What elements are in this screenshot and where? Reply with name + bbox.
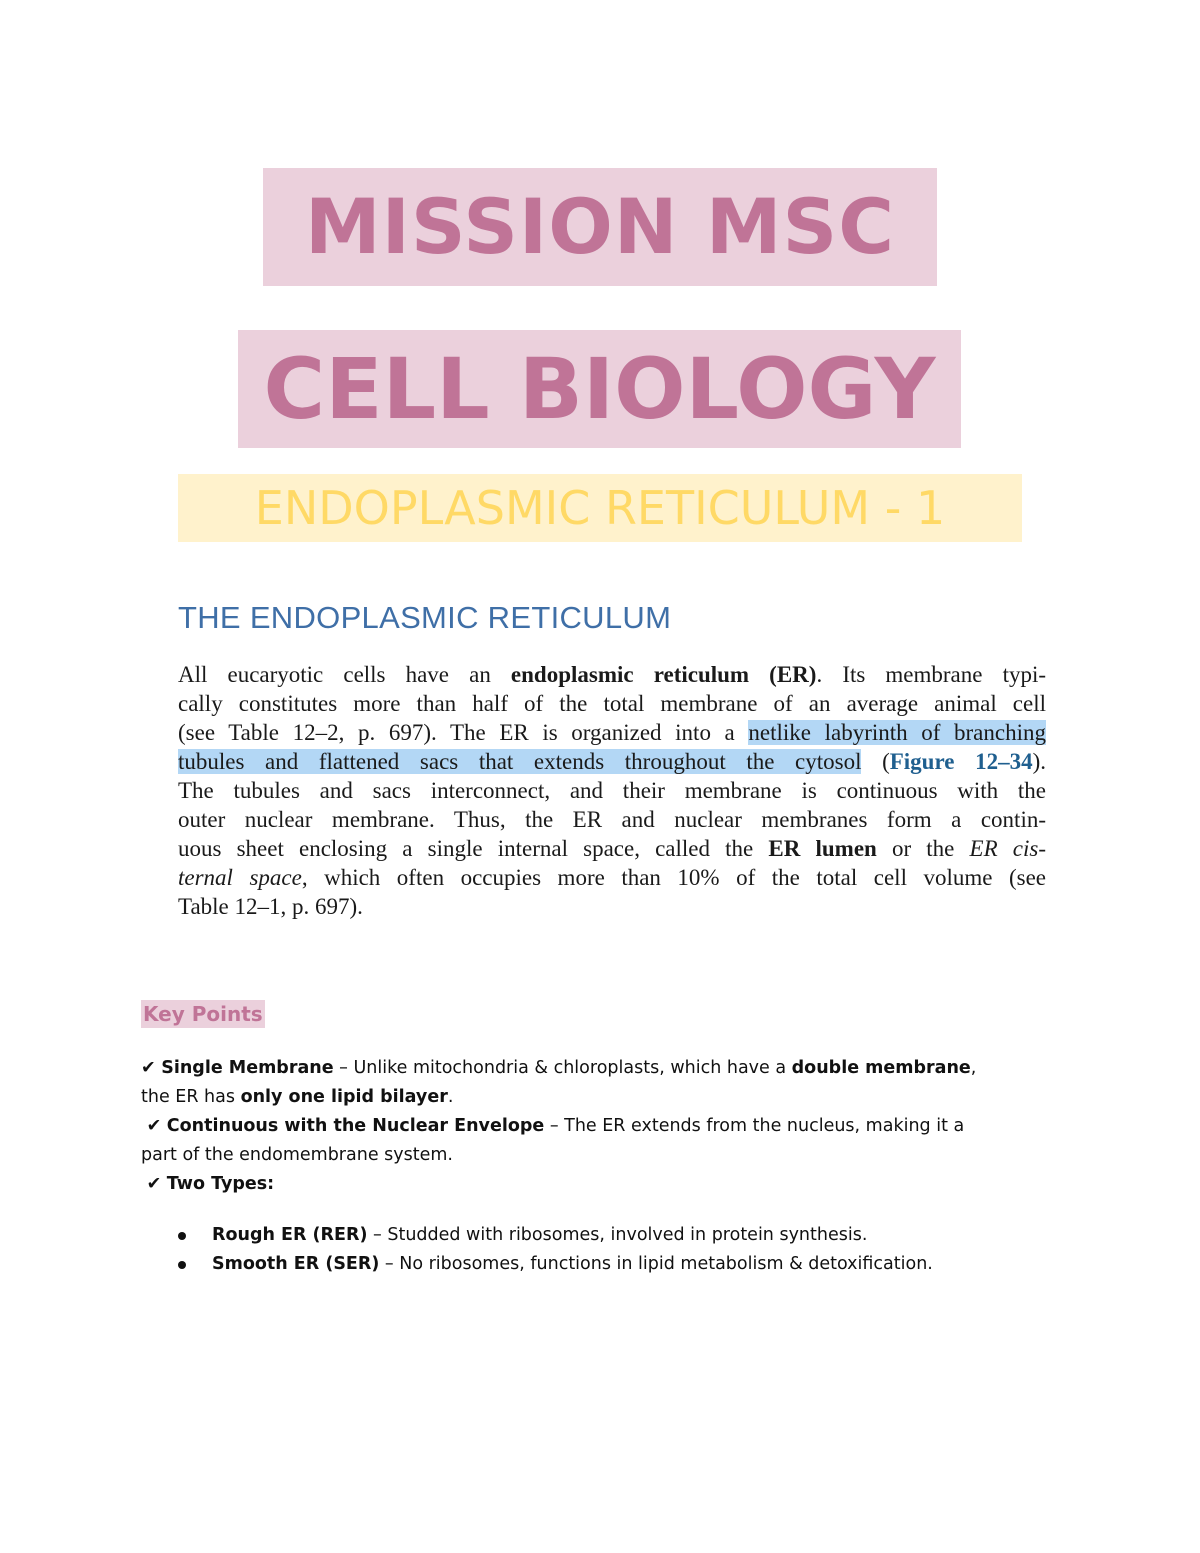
er-types-list <box>176 1221 1056 1279</box>
excerpt-line: outer nuclear membrane. Thus, the ER and nuclear membranes form a contin- <box>178 807 1046 832</box>
highlighted-text: tubules and flattened sacs that extends throughout the cytosol <box>178 749 862 774</box>
subject-title: CELL BIOLOGY <box>238 330 961 448</box>
excerpt-line: cally constitutes more than half of the total membrane of an average animal cell <box>178 691 1046 716</box>
list-item: Smooth ER (SER) – No ribosomes, functions in lipid metabolism & detoxification. <box>176 1250 1056 1279</box>
key-point-continued: part of the endomembrane system. <box>141 1145 453 1165</box>
bullet-icon <box>178 1261 186 1269</box>
topic-title: ENDOPLASMIC RETICULUM - 1 <box>178 474 1022 542</box>
highlighted-text: netlike labyrinth of branching <box>748 720 1046 745</box>
list-item: Rough ER (RER) – Studded with ribosomes, involved in protein synthesis. <box>176 1221 1056 1250</box>
check-icon: ✔ <box>141 1116 167 1136</box>
excerpt-line: tubules and flattened sacs that extends throughout the cytosol (Figure 12–34). <box>178 749 1046 774</box>
check-icon: ✔ <box>141 1058 162 1078</box>
document-title: MISSION MSC <box>263 168 937 286</box>
excerpt-line: All eucaryotic cells have an endoplasmic reticulum (ER). Its membrane typi- <box>178 662 1047 687</box>
bullet-icon <box>178 1232 186 1240</box>
key-point: ✔ Two Types: <box>141 1174 275 1194</box>
key-point-continued: the ER has only one lipid bilayer. <box>141 1087 454 1107</box>
excerpt-line: ternal space, which often occupies more than 10% of the total cell volume (see <box>178 865 1046 890</box>
excerpt-line: The tubules and sacs interconnect, and their membrane is continuous with the <box>178 778 1046 803</box>
key-points <box>141 1054 1041 1199</box>
excerpt-line: Table 12–1, p. 697). <box>178 894 363 919</box>
excerpt-line: uous sheet enclosing a single internal space, called the ER lumen or the ER cis- <box>178 836 1046 861</box>
key-point: ✔ Single Membrane – Unlike mitochondria & chloroplasts, which have a double membrane, <box>141 1058 977 1078</box>
excerpt-body <box>178 660 1046 921</box>
excerpt-heading: THE ENDOPLASMIC RETICULUM <box>178 600 672 635</box>
key-point: ✔ Continuous with the Nuclear Envelope – The ER extends from the nucleus, making it a <box>141 1116 965 1136</box>
key-points-heading: Key Points <box>143 1002 263 1026</box>
check-icon: ✔ <box>141 1174 167 1194</box>
excerpt-line: (see Table 12–2, p. 697). The ER is organized into a netlike labyrinth of branching <box>178 720 1046 745</box>
figure-reference: Figure 12–34 <box>889 749 1033 774</box>
